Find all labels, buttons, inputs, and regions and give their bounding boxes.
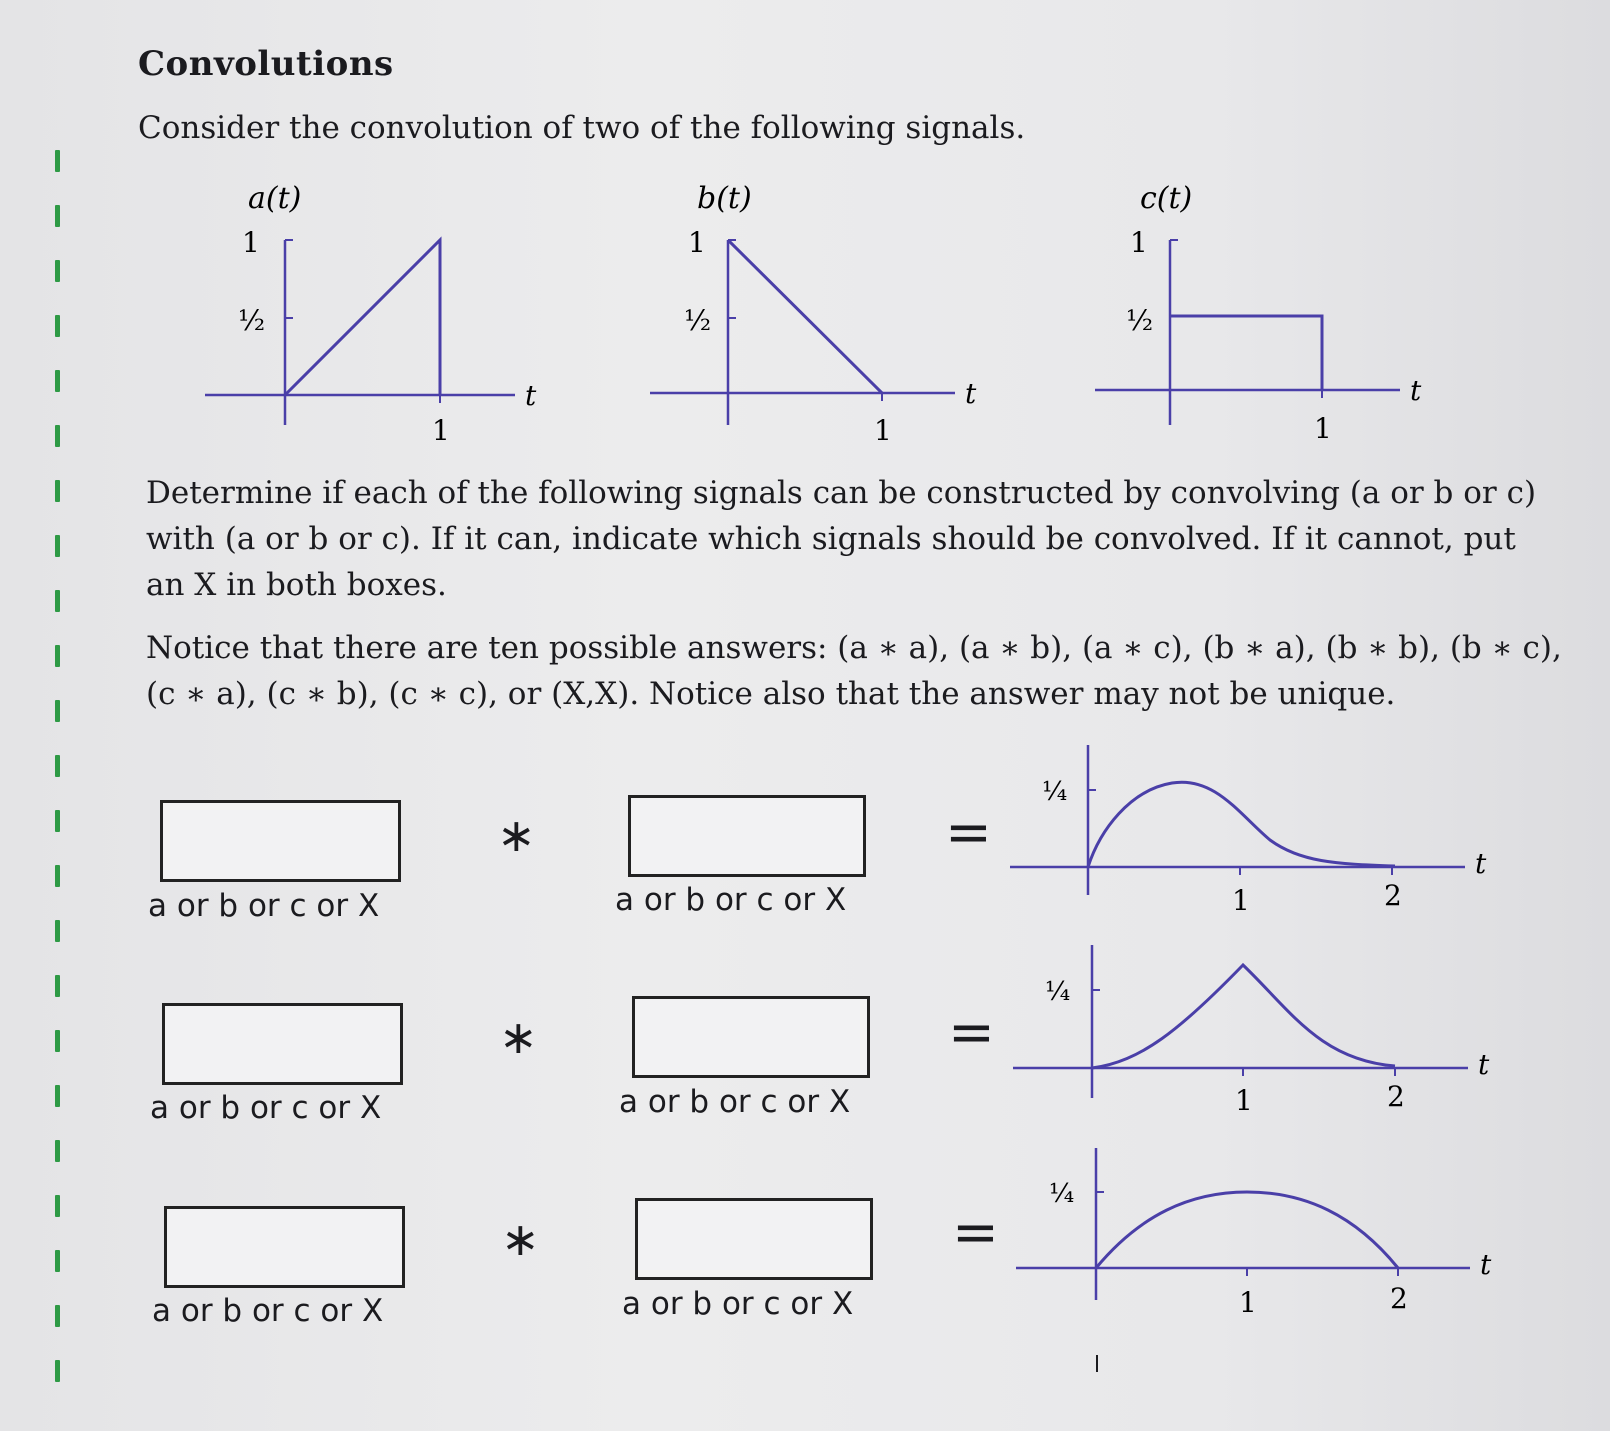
q3-result-ytick: ¼ <box>1049 1179 1075 1209</box>
q2-equals-sign: = <box>948 1000 995 1065</box>
signal-c-name: c(t) <box>1140 181 1193 216</box>
q1-result-ytick: ¼ <box>1042 777 1068 807</box>
instructions-paragraph <box>146 470 1546 608</box>
q2-left-label: a or b or c or X <box>150 1090 382 1126</box>
notice-paragraph <box>146 625 1562 717</box>
instructions-line-2: with (a or b or c). If it can, indicate which signals should be convolved. If it cannot, put <box>146 521 1516 557</box>
signal-a-plot <box>205 181 537 447</box>
q3-right-answer-box[interactable] <box>635 1198 873 1280</box>
q3-result-xlabel: t <box>1480 1248 1492 1281</box>
q3-result-plot <box>1016 1148 1492 1319</box>
signal-b-xlabel: t <box>965 377 977 410</box>
q2-result-plot <box>1013 945 1490 1117</box>
signal-c-xlabel: t <box>1410 374 1422 407</box>
q2-result-xtick-1: 1 <box>1235 1084 1253 1117</box>
signal-b-name: b(t) <box>697 181 752 216</box>
q3-right-label: a or b or c or X <box>622 1286 854 1322</box>
q1-equals-sign: = <box>945 800 992 865</box>
signal-a-xlabel: t <box>525 379 537 412</box>
signal-c-xtick: 1 <box>1314 412 1332 445</box>
instructions-line-1: Determine if each of the following signals can be constructed by convolving (a or b or c) <box>146 475 1537 511</box>
q3-result-xtick-1: 1 <box>1239 1286 1257 1319</box>
q1-result-xtick-2: 2 <box>1384 879 1402 912</box>
q3-result-xtick-2: 2 <box>1390 1282 1408 1315</box>
q1-result-xtick-1: 1 <box>1232 884 1250 917</box>
signal-c-ytick-half: ½ <box>1126 304 1154 337</box>
q1-result-plot <box>1010 745 1487 917</box>
q1-convolution-operator: ∗ <box>497 808 536 862</box>
notice-line-2: (c ∗ a), (c ∗ b), (c ∗ c), or (X,X). Notice also that the answer may not be unique. <box>146 676 1396 712</box>
q3-left-answer-box[interactable] <box>164 1206 405 1288</box>
signal-b-plot <box>650 181 977 447</box>
q1-right-label: a or b or c or X <box>615 882 847 918</box>
q1-result-xlabel: t <box>1475 847 1487 880</box>
signal-a-name: a(t) <box>248 181 302 216</box>
signal-a-ytick-1: 1 <box>242 226 260 259</box>
signal-a-ytick-half: ½ <box>238 304 266 337</box>
signal-c-plot <box>1095 181 1422 445</box>
q2-result-ytick: ¼ <box>1045 977 1071 1007</box>
q2-right-label: a or b or c or X <box>619 1084 851 1120</box>
notice-line-1: Notice that there are ten possible answers: (a ∗ a), (a ∗ b), (a ∗ c), (b ∗ a), (b ∗ b), (b ∗ c), <box>146 630 1562 666</box>
signal-a-xtick: 1 <box>432 414 450 447</box>
instructions-line-3: an X in both boxes. <box>146 567 447 603</box>
q1-left-answer-box[interactable] <box>160 800 401 882</box>
signal-b-ytick-half: ½ <box>684 304 712 337</box>
page-title: Convolutions <box>138 44 394 84</box>
q2-result-xtick-2: 2 <box>1387 1080 1405 1113</box>
q1-right-answer-box[interactable] <box>628 795 866 877</box>
q3-equals-sign: = <box>952 1200 999 1265</box>
q2-right-answer-box[interactable] <box>632 996 870 1078</box>
q3-convolution-operator: ∗ <box>501 1212 540 1266</box>
q2-result-xlabel: t <box>1478 1048 1490 1081</box>
signal-plots <box>0 0 1610 460</box>
signal-b-xtick: 1 <box>874 414 892 447</box>
signal-b-ytick-1: 1 <box>688 226 706 259</box>
q3-left-label: a or b or c or X <box>152 1293 384 1329</box>
intro-text: Consider the convolution of two of the following signals. <box>138 110 1026 146</box>
signal-c-ytick-1: 1 <box>1130 226 1148 259</box>
q1-left-label: a or b or c or X <box>148 888 380 924</box>
q2-left-answer-box[interactable] <box>162 1003 403 1085</box>
q2-convolution-operator: ∗ <box>499 1010 538 1064</box>
